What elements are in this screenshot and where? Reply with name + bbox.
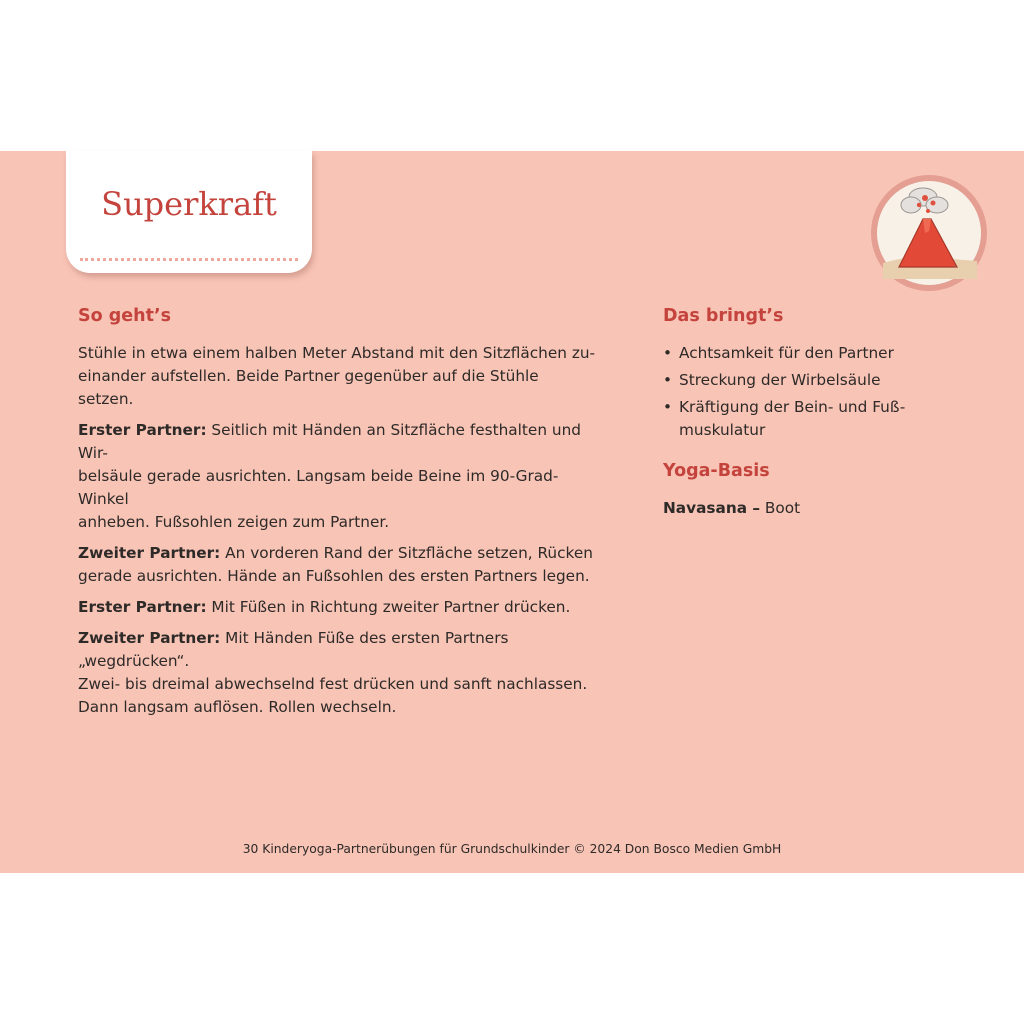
step-label: Zweiter Partner:: [78, 544, 221, 562]
dotted-divider: [80, 258, 298, 261]
volcano-icon: [871, 175, 987, 291]
so-gehts-heading: So geht’s: [78, 306, 172, 326]
list-item-text: Streckung der Wirbelsäule: [679, 371, 881, 389]
svg-text:~: ~: [953, 264, 958, 270]
step-line: Mit Händen Füße des ersten Partners „wegdrücken“.: [78, 629, 509, 670]
pose-name: Navasana –: [663, 499, 761, 517]
volcano-emblem: [871, 175, 987, 291]
step-label: Erster Partner:: [78, 598, 207, 616]
step-line: An vorderen Rand der Sitzfläche setzen, Rücken: [220, 544, 593, 562]
step-paragraph: [78, 627, 598, 719]
step-line: Dann langsam auflösen. Rollen wechseln.: [78, 698, 397, 716]
step-paragraph: [78, 596, 598, 619]
pose-translation: Boot: [760, 499, 801, 517]
list-item: [663, 369, 963, 392]
exercise-card: [0, 151, 1024, 873]
intro-paragraph: [78, 342, 598, 411]
copyright-footer: 30 Kinderyoga-Partnerübungen für Grundschulkinder © 2024 Don Bosco Medien GmbH: [242, 842, 782, 856]
step-line: Zwei- bis dreimal abwechselnd fest drücken und sanft nachlassen.: [78, 675, 588, 693]
bullet-icon: •: [663, 398, 673, 416]
step-line: Seitlich mit Händen an Sitzfläche festhalten und Wir-: [78, 421, 581, 462]
step-label: Erster Partner:: [78, 421, 207, 439]
step-line: anheben. Fußsohlen zeigen zum Partner.: [78, 513, 390, 531]
list-item: [663, 396, 963, 442]
list-item-text: Achtsamkeit für den Partner: [679, 344, 894, 362]
benefits-list: [663, 342, 963, 442]
instructions-column: [78, 304, 598, 727]
intro-line: Stühle in etwa einem halben Meter Abstand mit den Sitzflächen zu-: [78, 344, 596, 362]
list-item-text: muskulatur: [679, 421, 766, 439]
bullet-icon: •: [663, 371, 673, 389]
step-line: belsäule gerade ausrichten. Langsam beide Beine im 90-Grad-Winkel: [78, 467, 559, 508]
step-label: Zweiter Partner:: [78, 629, 221, 647]
list-item: [663, 342, 963, 365]
yoga-pose: [663, 497, 963, 520]
yoga-basis-heading: Yoga-Basis: [663, 461, 770, 481]
bullet-icon: •: [663, 344, 673, 362]
step-paragraph: [78, 542, 598, 588]
benefits-column: [663, 304, 963, 528]
step-line: Mit Füßen in Richtung zweiter Partner drücken.: [206, 598, 571, 616]
card-title: Superkraft: [101, 185, 277, 223]
intro-line: einander aufstellen. Beide Partner gegenüber auf die Stühle setzen.: [78, 367, 539, 408]
das-bringts-heading: Das bringt’s: [663, 306, 784, 326]
list-item-text: Kräftigung der Bein- und Fuß-: [679, 398, 906, 416]
step-line: gerade ausrichten. Hände an Fußsohlen des ersten Partners legen.: [78, 567, 590, 585]
title-tab: [66, 151, 312, 273]
step-paragraph: [78, 419, 598, 534]
